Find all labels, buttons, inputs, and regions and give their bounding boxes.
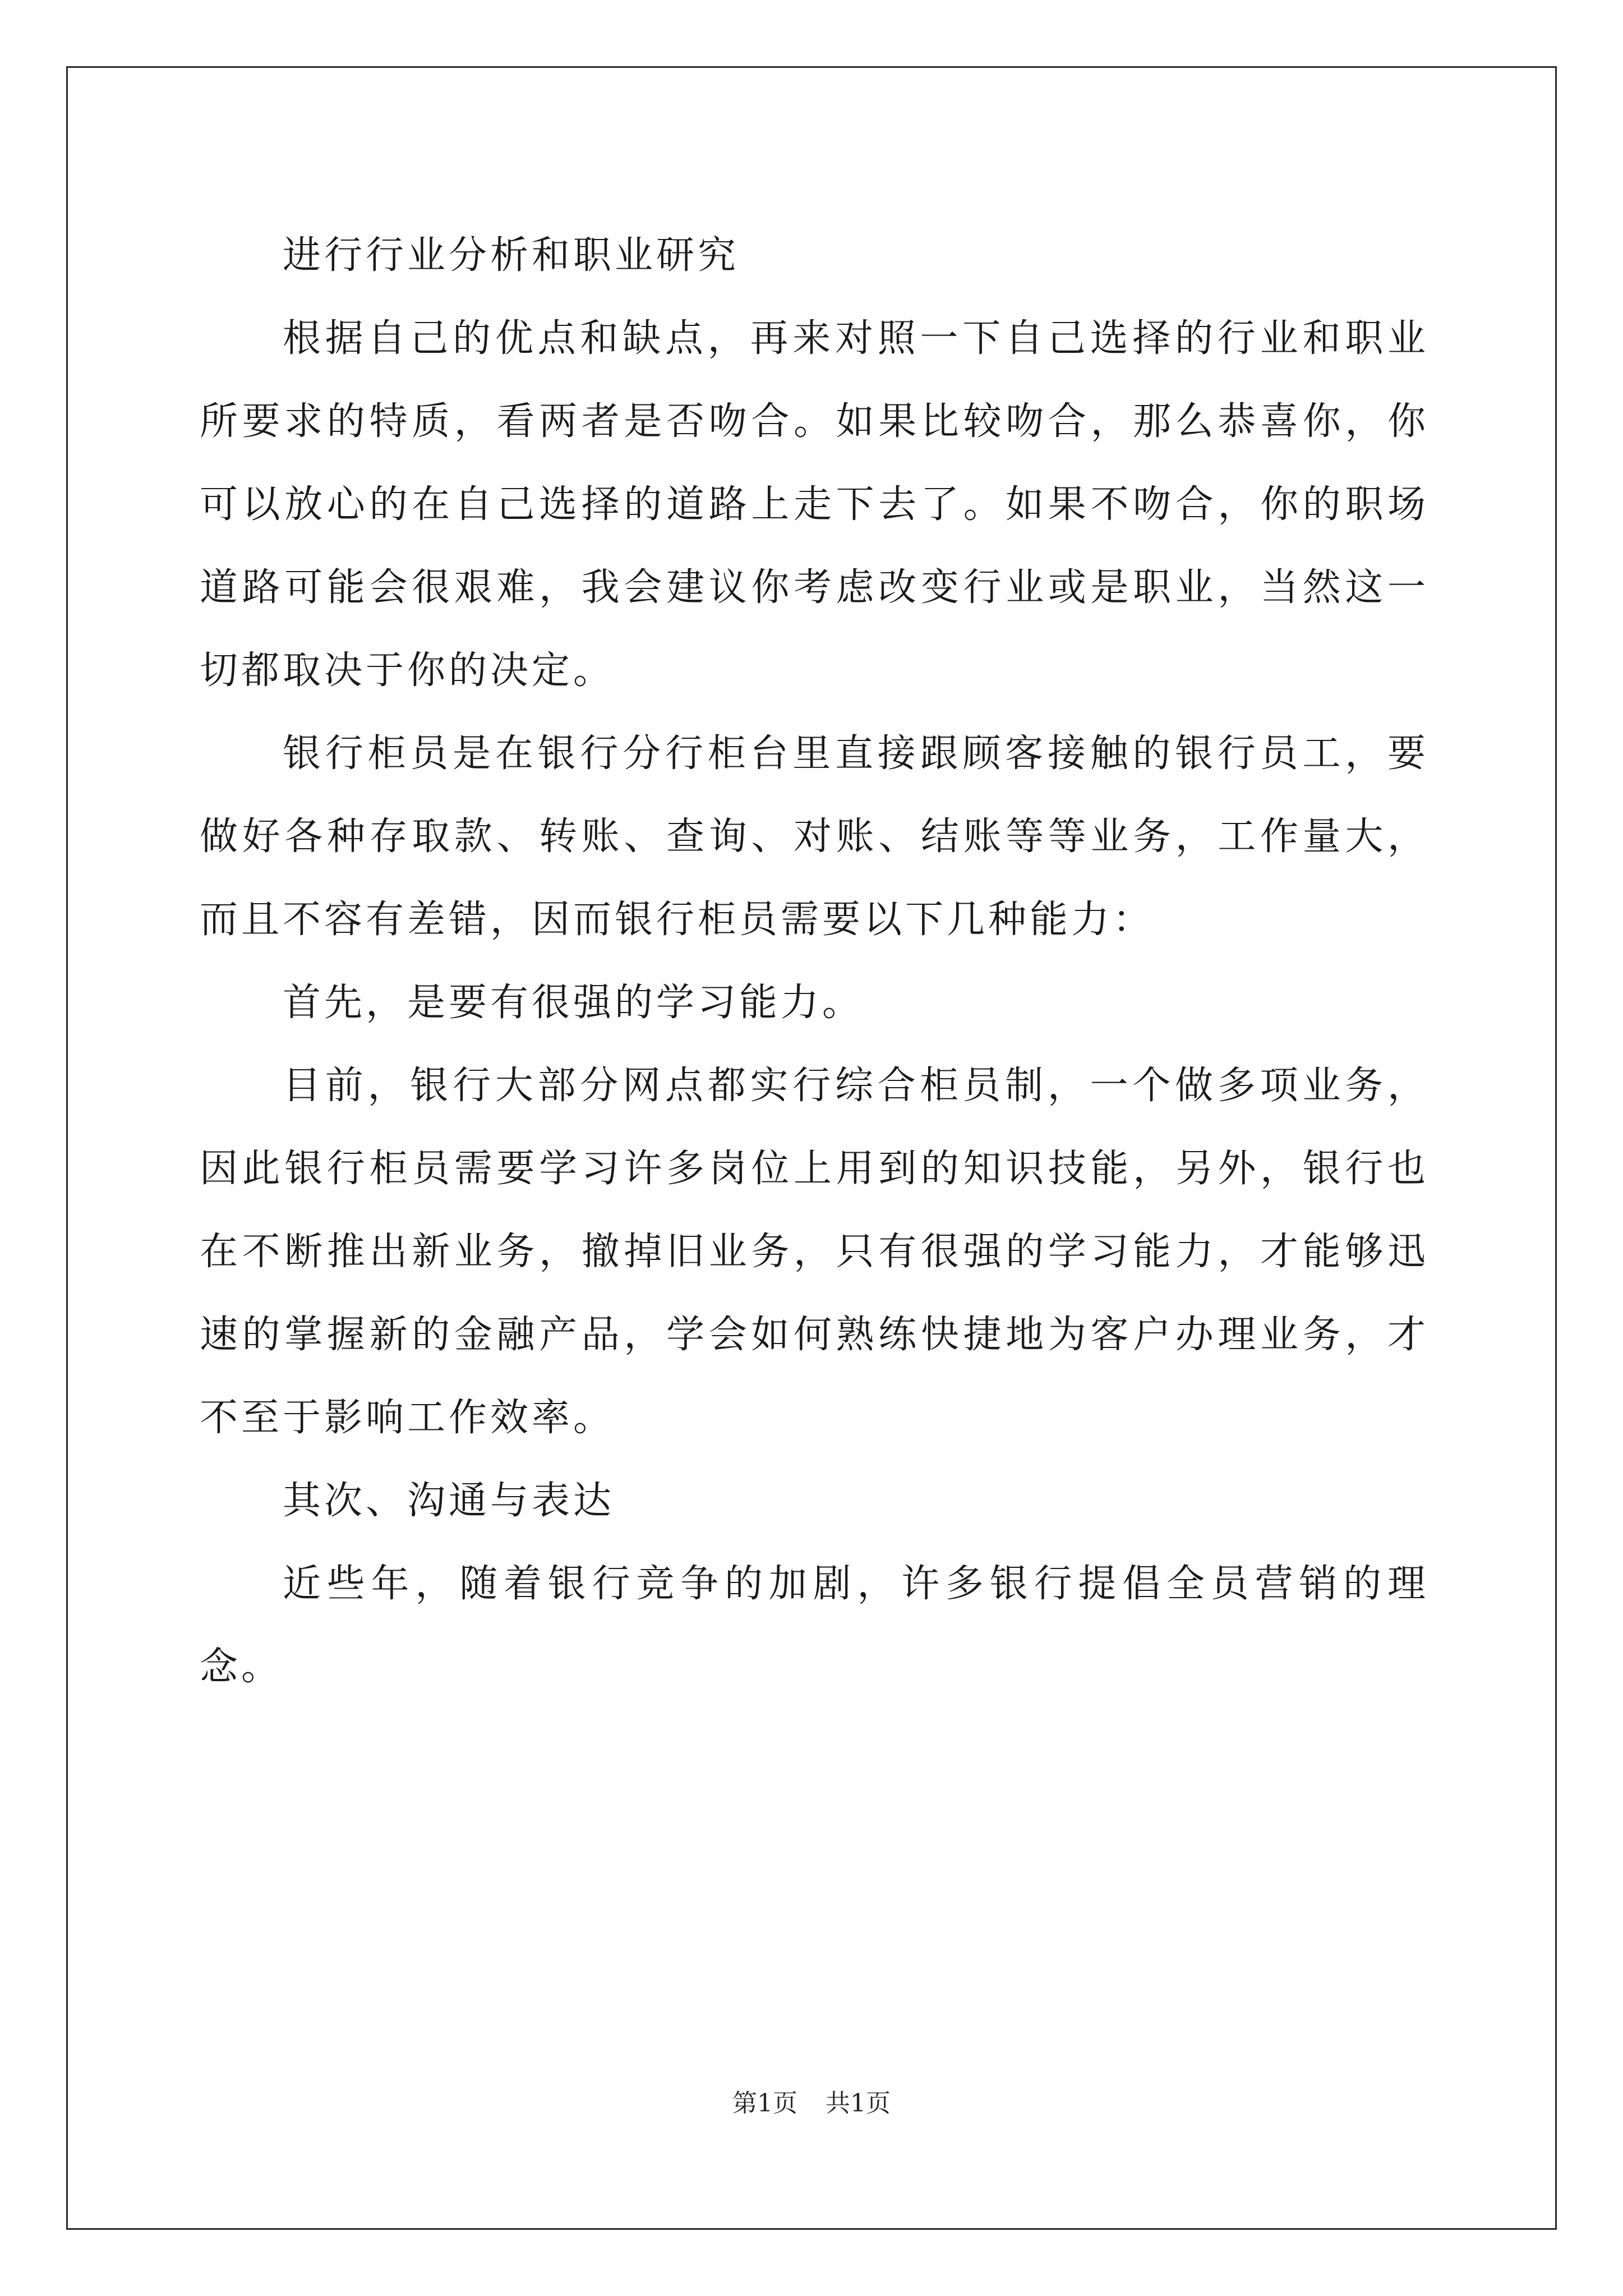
paragraph: 银行柜员是在银行分行柜台里直接跟顾客接触的银行员工，要做好各种存取款、转账、查询、对账、结账等等业务，工作量大，而且不容有差错，因而银行柜员需要以下几种能力： xyxy=(200,731,1429,942)
page-total: 共1页 xyxy=(826,2089,891,2118)
paragraph: 近些年，随着银行竞争的加剧，许多银行提倡全员营销的理念。 xyxy=(200,1562,1429,1689)
paragraph: 首先，是要有很强的学习能力。 xyxy=(283,981,864,1025)
paragraph: 目前，银行大部分网点都实行综合柜员制，一个做多项业务，因此银行柜员需要学习许多岗位上用到的知识技能，另外，银行也在不断推出新业务，撤掉旧业务，只有很强的学习能力，才能够迅速的掌握新的金融产品，学会如何熟练快捷地为客户办理业务，才不至于影响工作效率。 xyxy=(200,1064,1429,1440)
page-footer xyxy=(0,2087,1623,2120)
paragraph: 根据自己的优点和缺点，再来对照一下自己选择的行业和职业所要求的特质，看两者是否吻合。如果比较吻合，那么恭喜你，你可以放心的在自己选择的道路上走下去了。如果不吻合，你的职场道路可能会很艰难，我会建议你考虑改变行业或是职业，当然这一切都取决于你的决定。 xyxy=(200,316,1429,693)
paragraph: 进行行业分析和职业研究 xyxy=(283,233,740,278)
paragraph: 其次、沟通与表达 xyxy=(283,1479,615,1523)
page-number: 第1页 xyxy=(732,2089,797,2118)
document-body xyxy=(200,214,1429,1709)
